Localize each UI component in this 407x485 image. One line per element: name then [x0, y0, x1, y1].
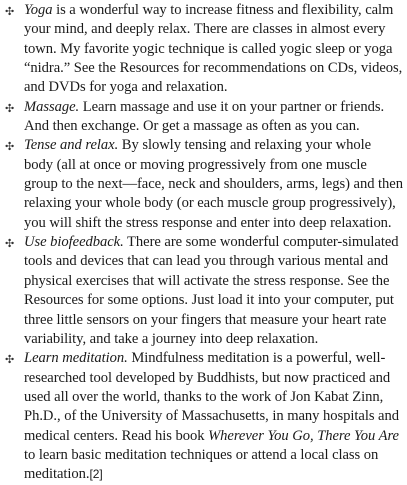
item-term: Learn meditation. — [24, 350, 128, 367]
list-item-biofeedback — [5, 233, 403, 349]
bullet-icon: ✣ — [5, 5, 15, 18]
item-body: By slowly tensing and relaxing your whole body (all at once or moving progressively from one muscle group to the next—face, neck and shoulders, arms, legs) and then relaxing your whole body (or each muscle group progressively), you will shift the stress response and enter into deep relaxation. — [24, 137, 403, 231]
item-body: Learn massage and use it on your partner or friends. And then exchange. Or get a massage as often as you can. — [24, 98, 385, 135]
bullet-icon: ✣ — [5, 140, 15, 154]
reference-link[interactable]: [2] — [89, 467, 103, 482]
bullet-icon: ✣ — [5, 353, 15, 367]
item-body-after: to learn basic meditation techniques or attend a local class on meditation. — [24, 446, 379, 483]
bullet-icon: ✣ — [5, 101, 15, 115]
item-body-before: Mindfulness meditation is a powerful, well-researched tool developed by Buddhists, but now practiced and used all over the world, thanks to the work of Jon Kabat Zinn, Ph.D., of the University of Massachusetts, in many hospitals and medical centers. Read his book — [24, 350, 399, 444]
bullet-icon: ✣ — [5, 237, 15, 251]
relaxation-techniques-list — [5, 1, 403, 485]
book-title: Wherever You Go, There You Are — [208, 427, 399, 444]
list-item-yoga — [5, 1, 403, 98]
list-item-massage — [5, 98, 403, 137]
item-term: Use biofeedback. — [24, 234, 124, 251]
item-term: Yoga — [24, 2, 53, 18]
item-term: Massage. — [24, 98, 80, 115]
item-body: is a wonderful way to increase fitness and flexibility, calm your mind, and deeply relax. There are classes in almost every town. My favorite yogic technique is called yogic sleep or yoga “nidra.” See the Resources for recommendations on CDs, videos, and DVDs for yoga and relaxation. — [24, 2, 403, 96]
list-item-tense-and-relax — [5, 136, 403, 233]
list-item-meditation — [5, 349, 403, 484]
item-term: Tense and relax. — [24, 137, 119, 154]
item-body: There are some wonderful computer-simulated tools and devices that can lead you through various mental and physical exercises that will activate the stress response. See the Resources for some options. Just load it into your computer, put three little sensors on your fingers that measure your heart rate variability, and take a journey into deep relaxation. — [24, 234, 399, 347]
